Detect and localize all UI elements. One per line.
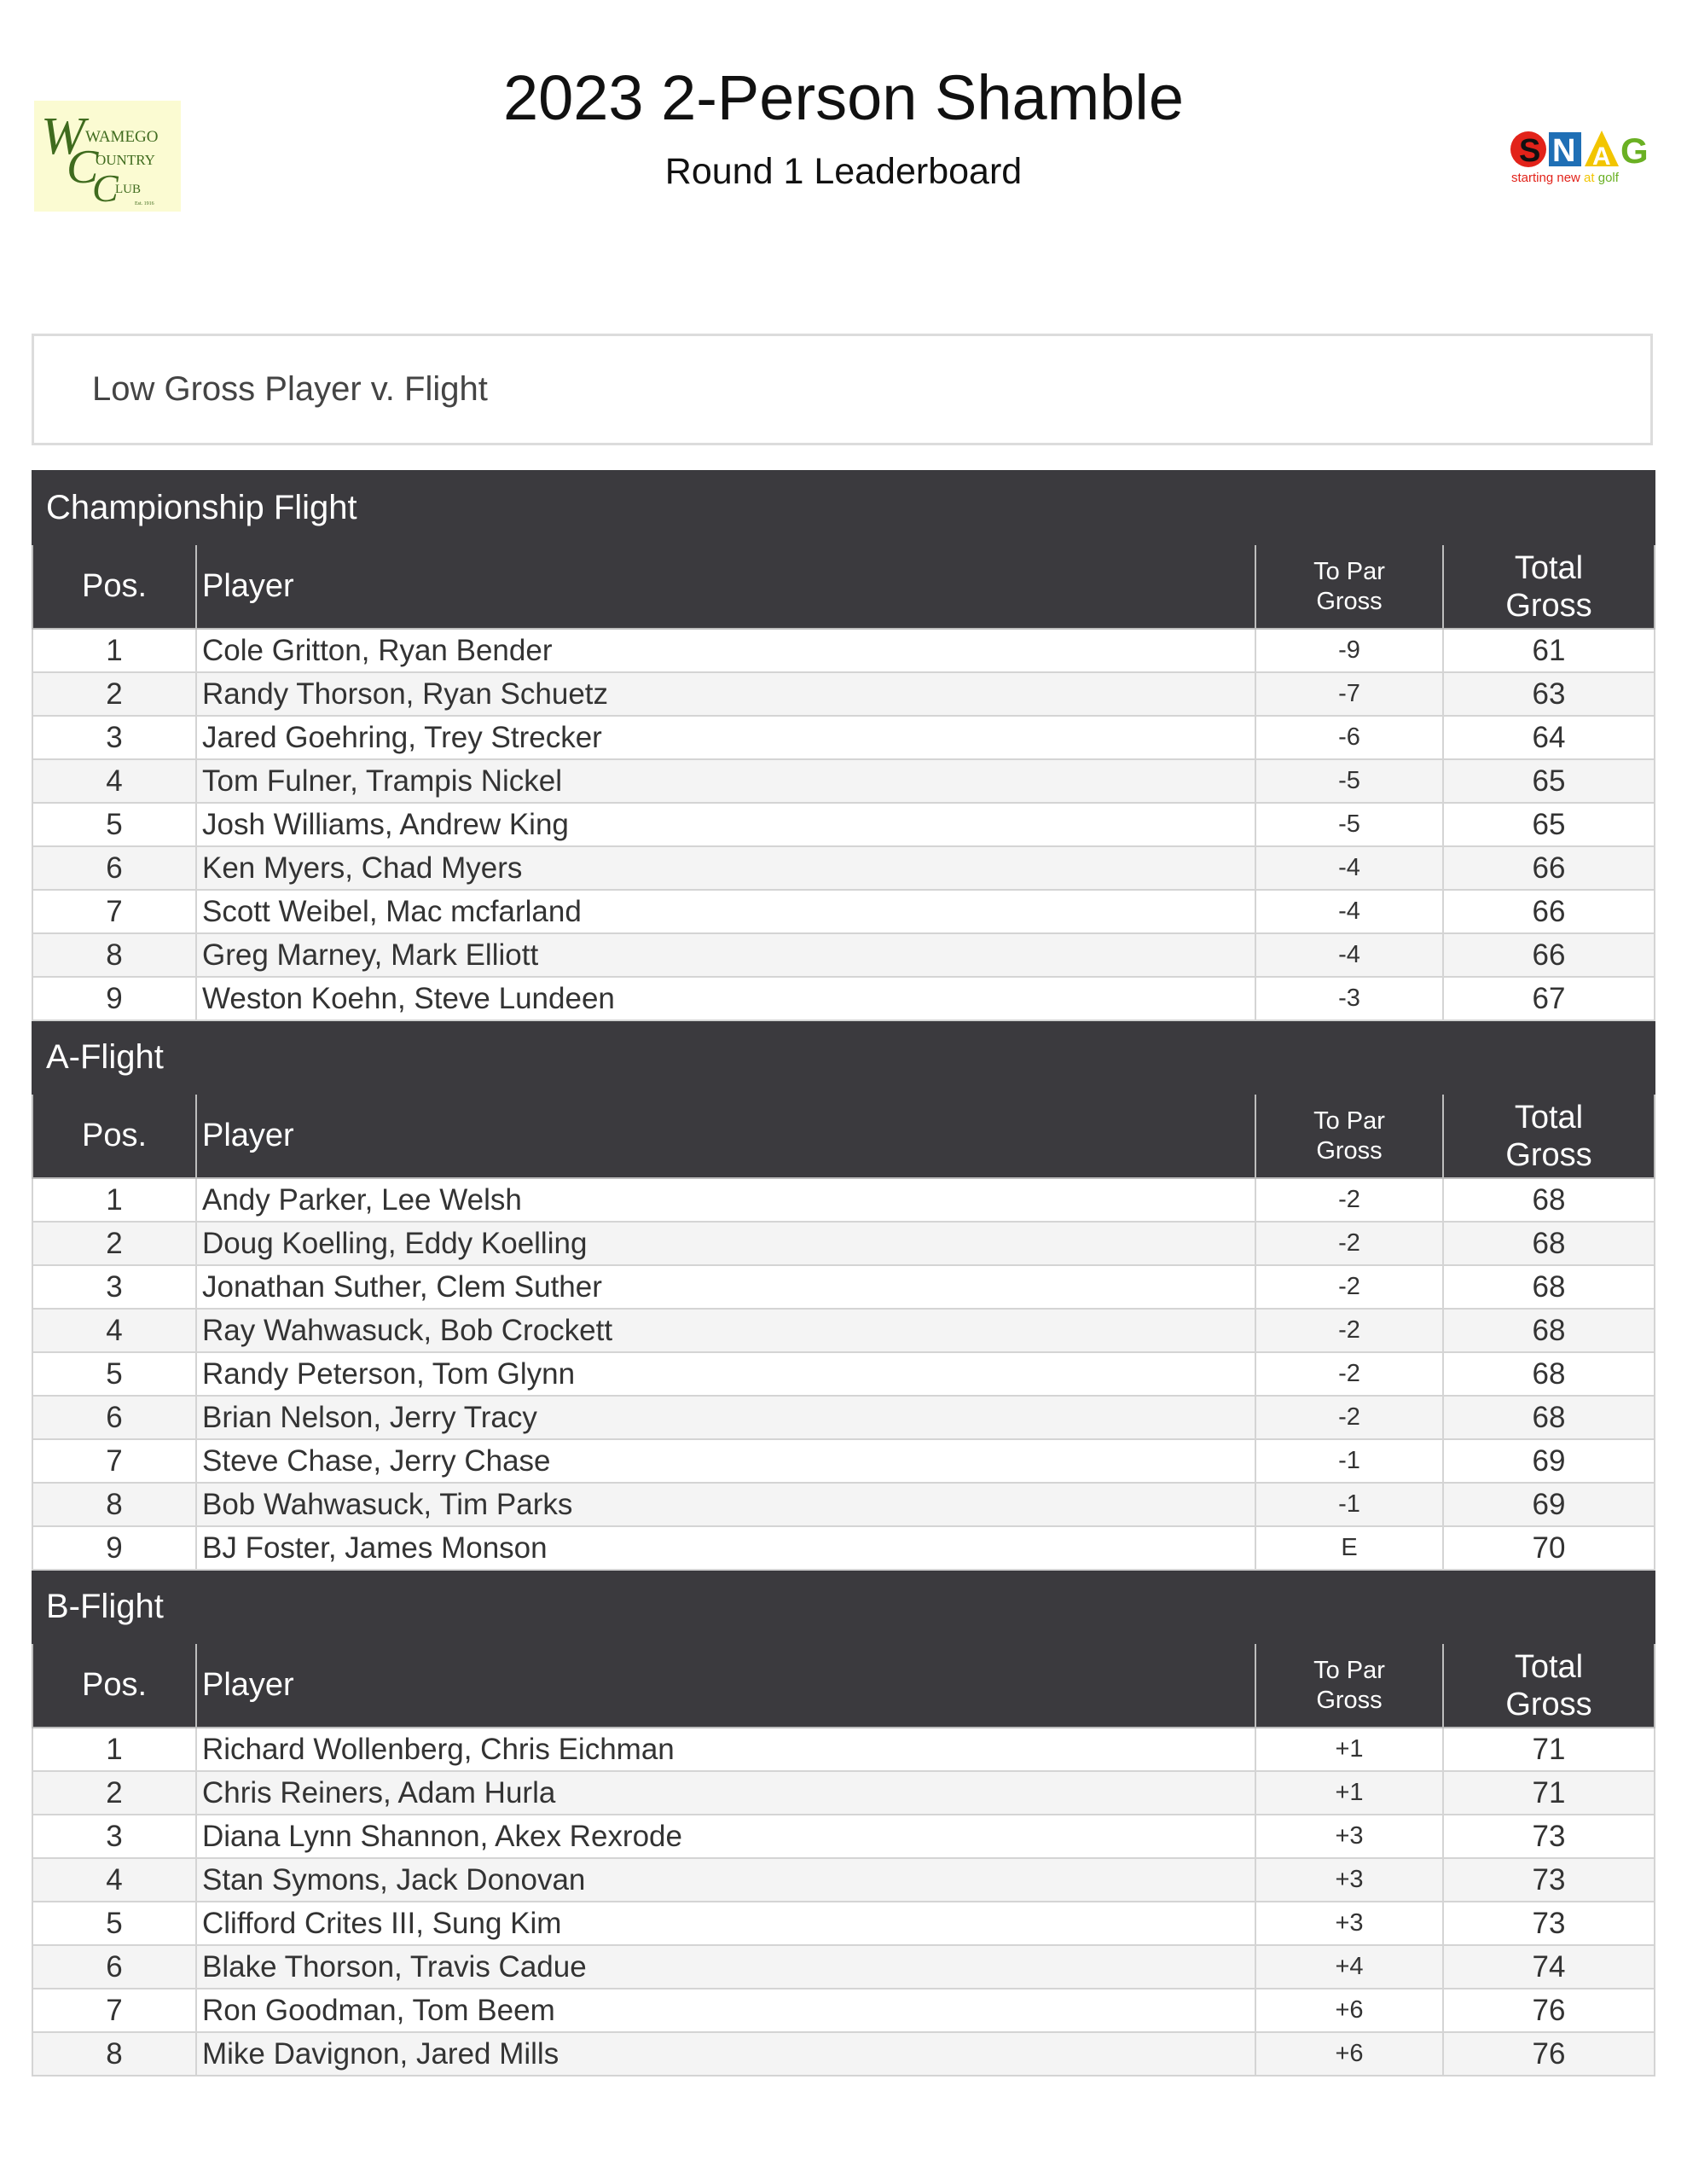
col-header-player: Player (196, 1094, 1255, 1178)
cell-total: 63 (1443, 672, 1655, 716)
snag-logo-tagline: starting new at golf (1511, 171, 1619, 185)
cell-player: Greg Marney, Mark Elliott (196, 933, 1255, 977)
cell-player: BJ Foster, James Monson (196, 1526, 1255, 1570)
section-title: Low Gross Player v. Flight (92, 370, 488, 408)
col-header-total-line2: Gross (1505, 587, 1592, 624)
col-header-pos: Pos. (32, 544, 196, 629)
col-header-total-gross (1443, 1094, 1655, 1178)
cell-to-par: +4 (1255, 1945, 1443, 1989)
col-header-to-par-line2: Gross (1316, 587, 1383, 615)
snag-logo-g: G (1620, 131, 1649, 171)
cell-pos: 8 (32, 933, 196, 977)
cell-pos: 4 (32, 1309, 196, 1352)
snag-logo-n: N (1552, 133, 1576, 169)
cell-to-par: -4 (1255, 890, 1443, 933)
cell-to-par: -1 (1255, 1439, 1443, 1483)
cell-player: Randy Peterson, Tom Glynn (196, 1352, 1255, 1396)
table-row (32, 672, 1655, 716)
cell-total: 69 (1443, 1439, 1655, 1483)
cell-to-par: -2 (1255, 1265, 1443, 1309)
col-header-total-gross (1443, 544, 1655, 629)
table-row (32, 803, 1655, 846)
col-header-to-par-gross (1255, 1643, 1443, 1728)
cell-player: Josh Williams, Andrew King (196, 803, 1255, 846)
column-header-row (32, 1643, 1655, 1728)
cell-to-par: -2 (1255, 1352, 1443, 1396)
table-row (32, 1728, 1655, 1771)
snag-logo-a: A (1592, 142, 1611, 171)
cell-player: Randy Thorson, Ryan Schuetz (196, 672, 1255, 716)
table-row (32, 629, 1655, 672)
leaderboard-table (32, 470, 1655, 2077)
cell-total: 64 (1443, 716, 1655, 759)
snag-logo-s: S (1519, 133, 1541, 169)
flight-header-row (32, 1570, 1655, 1643)
cell-pos: 4 (32, 759, 196, 803)
cell-player: Andy Parker, Lee Welsh (196, 1178, 1255, 1222)
cell-pos: 1 (32, 1728, 196, 1771)
cell-player: Stan Symons, Jack Donovan (196, 1858, 1255, 1902)
cell-player: Blake Thorson, Travis Cadue (196, 1945, 1255, 1989)
cell-total: 76 (1443, 2032, 1655, 2076)
cell-total: 68 (1443, 1309, 1655, 1352)
cell-player: Ray Wahwasuck, Bob Crockett (196, 1309, 1255, 1352)
table-row (32, 846, 1655, 890)
table-row (32, 716, 1655, 759)
cell-player: Doug Koelling, Eddy Koelling (196, 1222, 1255, 1265)
table-row (32, 1483, 1655, 1526)
col-header-total-line2: Gross (1505, 1686, 1592, 1722)
cell-total: 73 (1443, 1902, 1655, 1945)
col-header-to-par-line2: Gross (1316, 1136, 1383, 1165)
cell-player: Clifford Crites III, Sung Kim (196, 1902, 1255, 1945)
cell-player: Brian Nelson, Jerry Tracy (196, 1396, 1255, 1439)
snag-logo-graphic (1510, 126, 1661, 186)
cell-to-par: -9 (1255, 629, 1443, 672)
club-logo-line1: WAMEGO (85, 128, 159, 146)
club-logo-line2: OUNTRY (96, 152, 155, 168)
cell-to-par: +3 (1255, 1815, 1443, 1858)
cell-to-par: -4 (1255, 933, 1443, 977)
cell-total: 71 (1443, 1771, 1655, 1815)
cell-total: 61 (1443, 629, 1655, 672)
cell-to-par: +1 (1255, 1728, 1443, 1771)
cell-pos: 2 (32, 1222, 196, 1265)
cell-total: 66 (1443, 846, 1655, 890)
col-header-player: Player (196, 1643, 1255, 1728)
col-header-to-par-gross (1255, 544, 1443, 629)
cell-to-par: +6 (1255, 1989, 1443, 2032)
cell-player: Chris Reiners, Adam Hurla (196, 1771, 1255, 1815)
cell-total: 70 (1443, 1526, 1655, 1570)
cell-total: 68 (1443, 1352, 1655, 1396)
cell-to-par: -4 (1255, 846, 1443, 890)
table-row (32, 1771, 1655, 1815)
cell-to-par: -2 (1255, 1178, 1443, 1222)
cell-player: Tom Fulner, Trampis Nickel (196, 759, 1255, 803)
cell-to-par: -5 (1255, 759, 1443, 803)
table-row (32, 1178, 1655, 1222)
cell-pos: 1 (32, 1178, 196, 1222)
cell-to-par: -2 (1255, 1309, 1443, 1352)
cell-player: Mike Davignon, Jared Mills (196, 2032, 1255, 2076)
col-header-total-line1: Total (1514, 1099, 1584, 1136)
table-row (32, 1526, 1655, 1570)
page-subtitle: Round 1 Leaderboard (664, 151, 1023, 192)
cell-pos: 9 (32, 977, 196, 1020)
section-header (32, 334, 1653, 445)
table-row (32, 1396, 1655, 1439)
table-row (32, 1352, 1655, 1396)
cell-total: 73 (1443, 1858, 1655, 1902)
col-header-total-line1: Total (1514, 1648, 1584, 1685)
cell-pos: 3 (32, 716, 196, 759)
page-title: 2023 2-Person Shamble (502, 62, 1185, 133)
cell-player: Bob Wahwasuck, Tim Parks (196, 1483, 1255, 1526)
table-row (32, 890, 1655, 933)
club-logo-line3: LUB (115, 183, 141, 196)
table-row (32, 1222, 1655, 1265)
cell-to-par: +3 (1255, 1858, 1443, 1902)
cell-player: Ron Goodman, Tom Beem (196, 1989, 1255, 2032)
cell-total: 65 (1443, 759, 1655, 803)
table-row (32, 1902, 1655, 1945)
cell-player: Jonathan Suther, Clem Suther (196, 1265, 1255, 1309)
cell-pos: 3 (32, 1815, 196, 1858)
cell-to-par: -2 (1255, 1222, 1443, 1265)
table-row (32, 1439, 1655, 1483)
cell-player: Steve Chase, Jerry Chase (196, 1439, 1255, 1483)
cell-total: 66 (1443, 933, 1655, 977)
cell-total: 68 (1443, 1222, 1655, 1265)
cell-pos: 7 (32, 890, 196, 933)
cell-to-par: -6 (1255, 716, 1443, 759)
cell-pos: 8 (32, 2032, 196, 2076)
cell-player: Richard Wollenberg, Chris Eichman (196, 1728, 1255, 1771)
table-row (32, 759, 1655, 803)
cell-pos: 5 (32, 803, 196, 846)
cell-total: 66 (1443, 890, 1655, 933)
cell-pos: 7 (32, 1989, 196, 2032)
club-logo-est: Est. 1916 (135, 201, 154, 206)
col-header-to-par-line2: Gross (1316, 1686, 1383, 1714)
cell-total: 68 (1443, 1265, 1655, 1309)
cell-player: Ken Myers, Chad Myers (196, 846, 1255, 890)
col-header-player: Player (196, 544, 1255, 629)
cell-player: Scott Weibel, Mac mcfarland (196, 890, 1255, 933)
cell-pos: 3 (32, 1265, 196, 1309)
table-row (32, 1265, 1655, 1309)
flight-title: B-Flight (32, 1570, 1655, 1643)
cell-to-par: -5 (1255, 803, 1443, 846)
club-logo-w-letter: W (41, 107, 85, 166)
cell-player: Jared Goehring, Trey Strecker (196, 716, 1255, 759)
cell-to-par: -1 (1255, 1483, 1443, 1526)
table-row (32, 1309, 1655, 1352)
col-header-total-line1: Total (1514, 549, 1584, 586)
cell-pos: 5 (32, 1352, 196, 1396)
cell-total: 65 (1443, 803, 1655, 846)
col-header-to-par-line1: To Par (1313, 557, 1385, 585)
flight-header-row (32, 471, 1655, 544)
table-row (32, 1945, 1655, 1989)
club-logo-c-letter: C (67, 141, 99, 194)
column-header-row (32, 544, 1655, 629)
cell-pos: 6 (32, 846, 196, 890)
cell-pos: 5 (32, 1902, 196, 1945)
cell-total: 67 (1443, 977, 1655, 1020)
cell-total: 68 (1443, 1396, 1655, 1439)
cell-pos: 6 (32, 1396, 196, 1439)
cell-player: Cole Gritton, Ryan Bender (196, 629, 1255, 672)
snag-logo (1510, 126, 1661, 186)
club-logo-c2-letter: C (92, 166, 119, 210)
cell-player: Weston Koehn, Steve Lundeen (196, 977, 1255, 1020)
cell-pos: 8 (32, 1483, 196, 1526)
col-header-total-line2: Gross (1505, 1136, 1592, 1173)
cell-total: 76 (1443, 1989, 1655, 2032)
cell-to-par: -3 (1255, 977, 1443, 1020)
cell-to-par: -7 (1255, 672, 1443, 716)
cell-pos: 4 (32, 1858, 196, 1902)
col-header-to-par-gross (1255, 1094, 1443, 1178)
leaderboard (32, 470, 1654, 2077)
flight-title: Championship Flight (32, 471, 1655, 544)
cell-to-par: +1 (1255, 1771, 1443, 1815)
col-header-to-par-line1: To Par (1313, 1107, 1385, 1135)
cell-total: 68 (1443, 1178, 1655, 1222)
table-row (32, 1815, 1655, 1858)
table-row (32, 1989, 1655, 2032)
table-row (32, 933, 1655, 977)
table-row (32, 1858, 1655, 1902)
cell-to-par: -2 (1255, 1396, 1443, 1439)
cell-player: Diana Lynn Shannon, Akex Rexrode (196, 1815, 1255, 1858)
cell-pos: 6 (32, 1945, 196, 1989)
cell-pos: 9 (32, 1526, 196, 1570)
cell-total: 74 (1443, 1945, 1655, 1989)
cell-total: 71 (1443, 1728, 1655, 1771)
table-row (32, 2032, 1655, 2076)
col-header-total-gross (1443, 1643, 1655, 1728)
cell-pos: 1 (32, 629, 196, 672)
cell-pos: 2 (32, 672, 196, 716)
flight-header-row (32, 1020, 1655, 1094)
col-header-pos: Pos. (32, 1094, 196, 1178)
flight-title: A-Flight (32, 1020, 1655, 1094)
cell-to-par: +6 (1255, 2032, 1443, 2076)
cell-pos: 2 (32, 1771, 196, 1815)
cell-pos: 7 (32, 1439, 196, 1483)
table-row (32, 977, 1655, 1020)
cell-to-par: E (1255, 1526, 1443, 1570)
col-header-pos: Pos. (32, 1643, 196, 1728)
col-header-to-par-line1: To Par (1313, 1656, 1385, 1684)
cell-to-par: +3 (1255, 1902, 1443, 1945)
cell-total: 73 (1443, 1815, 1655, 1858)
column-header-row (32, 1094, 1655, 1178)
cell-total: 69 (1443, 1483, 1655, 1526)
